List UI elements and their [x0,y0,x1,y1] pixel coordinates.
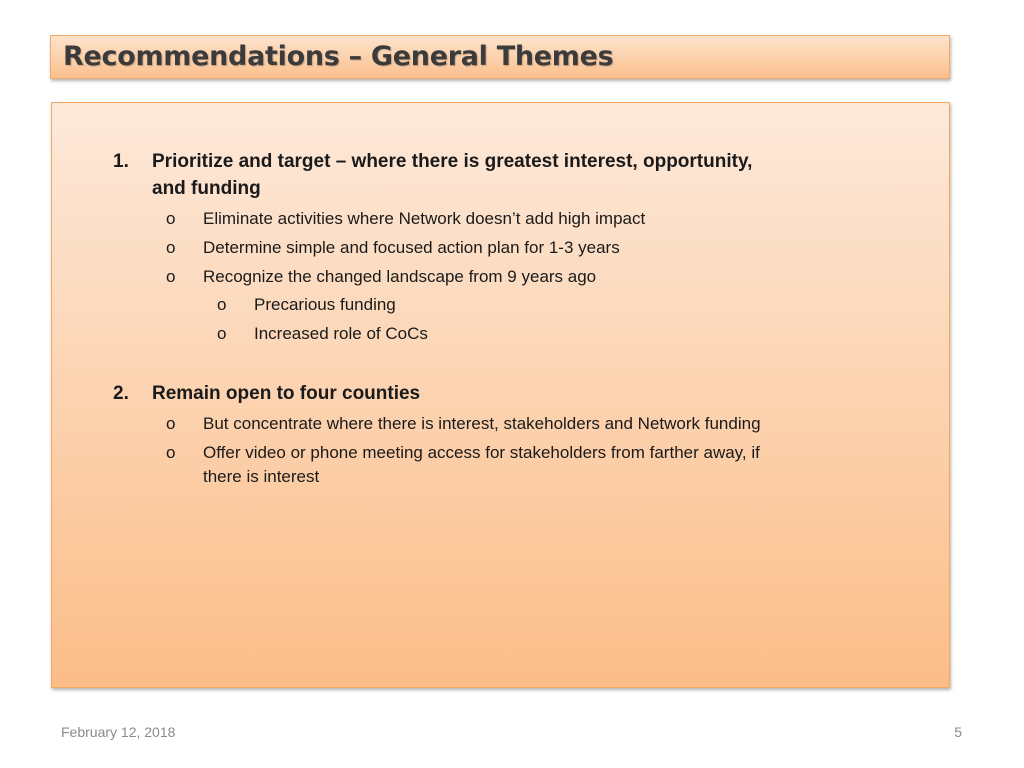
sub-bullet-text: Precarious funding [254,295,396,314]
sub-bullet-marker: o [217,295,227,314]
bullet-marker: o [166,443,176,462]
bullet-marker: o [166,238,176,257]
page-number: 5 [954,724,962,740]
slide-title: Recommendations – General Themes [63,41,614,72]
item-heading: Remain open to four counties [152,383,421,404]
title-bar [50,35,950,79]
bullet-text: Recognize the changed landscape from 9 years ago [203,267,597,286]
bullet-text: Offer video or phone meeting access for stakeholders from farther away, if [203,443,760,462]
bullet-marker: o [166,267,176,286]
bullet-text: Determine simple and focused action plan for 1-3 years [203,238,620,257]
bullet-text-cont: there is interest [203,467,320,486]
footer-date: February 12, 2018 [61,724,176,740]
bullet-marker: o [166,414,176,433]
bullet-text: But concentrate where there is interest, stakeholders and Network funding [203,414,761,433]
item-number: 2. [113,383,129,404]
item-heading-cont: and funding [152,178,261,199]
item-number: 1. [113,151,129,172]
bullet-marker: o [166,209,176,228]
sub-bullet-marker: o [217,324,227,343]
bullet-text: Eliminate activities where Network doesn’t add high impact [203,209,646,228]
item-heading: Prioritize and target – where there is greatest interest, opportunity, [152,151,753,172]
sub-bullet-text: Increased role of CoCs [254,324,428,343]
